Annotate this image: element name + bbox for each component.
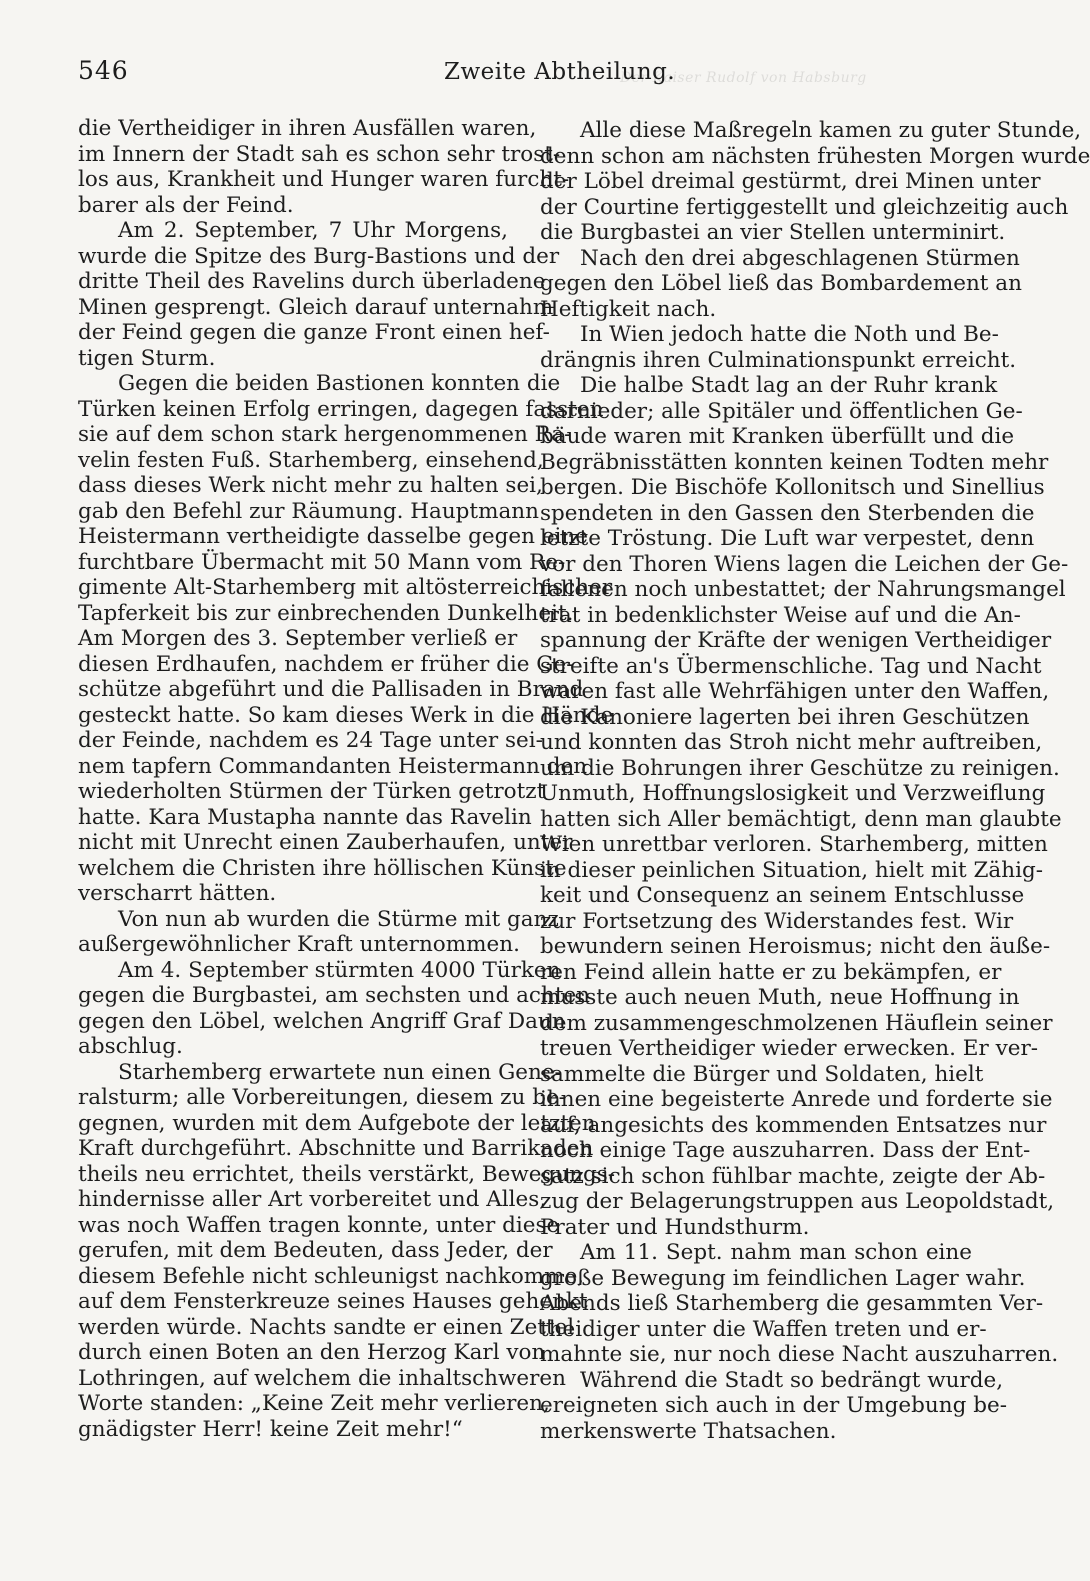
text-line: dass dieses Werk nicht mehr zu halten sei, xyxy=(78,473,543,498)
text-line: der Löbel dreimal gestürmt, drei Minen unter xyxy=(540,169,1041,194)
text-line: Von nun ab wurden die Stürme mit ganz xyxy=(118,906,559,932)
text-line: vor den Thoren Wiens lagen die Leichen der Ge- xyxy=(540,551,1069,577)
text-line: hatten sich Aller bemächtigt, denn man glaubte xyxy=(540,806,1062,832)
text-line: nicht mit Unrecht einen Zauberhaufen, unter xyxy=(78,830,573,855)
text-line: fallenen noch unbestattet; der Nahrungsmangel xyxy=(540,577,1066,602)
right-text-column xyxy=(540,118,1090,1444)
text-line: noch einige Tage auszuharren. Dass der Ent- xyxy=(540,1138,1031,1163)
text-line: Während die Stadt so bedrängt wurde, xyxy=(580,1367,1004,1393)
bleed-through-text: Der Kaiser Rudolf von Habsburg xyxy=(620,70,867,86)
text-line: gegnen, wurden mit dem Aufgebote der letzten xyxy=(78,1110,596,1136)
text-line: zur Fortsetzung des Widerstandes fest. Wir xyxy=(540,908,1014,934)
text-line: hatte. Kara Mustapha nannte das Ravelin xyxy=(78,804,532,830)
text-line: große Bewegung im feindlichen Lager wahr. xyxy=(540,1265,1026,1291)
text-line: abschlug. xyxy=(78,1034,183,1059)
text-line: trat in bedenklichster Weise auf und die An- xyxy=(540,602,1021,628)
text-line: zug der Belagerungstruppen aus Leopoldstadt, xyxy=(540,1189,1055,1214)
text-line: und konnten das Stroh nicht mehr auftreiben, xyxy=(540,730,1043,755)
text-line: auf, angesichts des kommenden Entsatzes nur xyxy=(540,1112,1047,1138)
text-line: ereigneten sich auch in der Umgebung be- xyxy=(540,1393,1007,1418)
text-line: auf dem Fensterkreuze seines Hauses gehenkt xyxy=(78,1289,588,1314)
text-line: Unmuth, Hoffnungslosigkeit und Verzweiflung xyxy=(540,781,1046,806)
text-line: Worte standen: „Keine Zeit mehr verlieren, xyxy=(78,1391,550,1416)
text-line: keit und Consequenz an seinem Entschlusse xyxy=(540,883,1025,908)
text-line: Prater und Hundsthurm. xyxy=(540,1214,810,1240)
text-line: denn schon am nächsten frühesten Morgen wurde xyxy=(540,143,1090,169)
text-line: waren fast alle Wehrfähigen unter den Waffen, xyxy=(540,679,1050,704)
text-line: satz sich schon fühlbar machte, zeigte der Ab- xyxy=(540,1163,1046,1189)
text-line: sie auf dem schon stark hergenommenen Ra- xyxy=(78,422,572,447)
text-line: der Feinde, nachdem es 24 Tage unter sei- xyxy=(78,728,543,753)
running-head: Zweite Abtheilung. xyxy=(444,59,676,85)
text-line: Minen gesprengt. Gleich darauf unternahm xyxy=(78,294,554,320)
text-line: die Kanoniere lagerten bei ihren Geschützen xyxy=(540,704,1030,730)
text-line: diesen Erdhaufen, nachdem er früher die Ge- xyxy=(78,651,574,677)
text-line: schütze abgeführt und die Pallisaden in Brand xyxy=(78,677,584,702)
text-line: Am 2. September, 7 Uhr Morgens, xyxy=(118,218,508,243)
text-line: spannung der Kräfte der wenigen Vertheidiger xyxy=(540,628,1052,653)
text-line: Kraft durchgeführt. Abschnitte und Barrikaden xyxy=(78,1136,594,1161)
text-line: Gegen die beiden Bastionen konnten die xyxy=(118,371,561,396)
text-line: in dieser peinlichen Situation, hielt mit Zähig- xyxy=(540,857,1043,883)
text-line: Am 11. Sept. nahm man schon eine xyxy=(580,1240,972,1265)
text-line: der Courtine fertiggestellt und gleichzeitig auch xyxy=(540,194,1069,220)
text-line: hindernisse aller Art vorbereitet und Alles, xyxy=(78,1187,547,1212)
text-line: gimente Alt-Starhemberg mit altösterreichischer xyxy=(78,575,613,600)
text-line: werden würde. Nachts sandte er einen Zettel xyxy=(78,1314,575,1340)
text-line: furchtbare Übermacht mit 50 Mann vom Re- xyxy=(78,549,566,575)
text-line: wurde die Spitze des Burg-Bastions und der xyxy=(78,243,560,269)
text-line: Wien unrettbar verloren. Starhemberg, mitten xyxy=(540,832,1048,857)
text-line: um die Bohrungen ihrer Geschütze zu reinigen. xyxy=(540,755,1060,781)
text-line: Alle diese Maßregeln kamen zu guter Stunde, xyxy=(580,118,1082,143)
text-line: Die halbe Stadt lag an der Ruhr krank xyxy=(580,373,998,398)
text-line: Lothringen, auf welchem die inhaltschweren xyxy=(78,1365,567,1391)
text-line: Türken keinen Erfolg erringen, dagegen fassten xyxy=(78,396,604,422)
text-line: durch einen Boten an den Herzog Karl von xyxy=(78,1340,546,1365)
text-line: gegen die Burgbastei, am sechsten und achten xyxy=(78,983,591,1008)
text-line: treuen Vertheidiger wieder erwecken. Er ver- xyxy=(540,1036,1039,1061)
text-line: gerufen, mit dem Bedeuten, dass Jeder, der xyxy=(78,1238,553,1263)
page-number: 546 xyxy=(78,56,129,85)
text-line: gab den Befehl zur Räumung. Hauptmann xyxy=(78,498,539,524)
text-line: In Wien jedoch hatte die Noth und Be- xyxy=(580,322,999,347)
text-line: drängnis ihren Culminationspunkt erreicht. xyxy=(540,347,1017,373)
text-line: nem tapfern Commandanten Heistermann den xyxy=(78,753,588,779)
text-line: darnieder; alle Spitäler und öffentlichen Ge- xyxy=(540,398,1023,424)
text-line: Am Morgen des 3. September verließ er xyxy=(78,626,518,651)
text-line: tigen Sturm. xyxy=(78,345,216,371)
text-line: theidiger unter die Waffen treten und er- xyxy=(540,1316,987,1342)
text-line: der Feind gegen die ganze Front einen hef- xyxy=(78,320,550,345)
text-line: bäude waren mit Kranken überfüllt und die xyxy=(540,424,1015,449)
text-line: streifte an's Übermenschliche. Tag und Nacht xyxy=(540,653,1042,679)
text-line: die Vertheidiger in ihren Ausfällen waren, xyxy=(78,116,537,141)
text-line: Abends ließ Starhemberg die gesammten Ver- xyxy=(540,1291,1044,1316)
text-line: Heistermann vertheidigte dasselbe gegen eine xyxy=(78,524,588,549)
text-line: außergewöhnlicher Kraft unternommen. xyxy=(78,932,520,957)
text-line: Heftigkeit nach. xyxy=(540,296,717,322)
text-line: bergen. Die Bischöfe Kollonitsch und Sinellius xyxy=(540,475,1045,500)
text-line: mahnte sie, nur noch diese Nacht auszuharren. xyxy=(540,1342,1059,1367)
text-line: diesem Befehle nicht schleunigst nachkomme, xyxy=(78,1263,585,1289)
text-line: bewundern seinen Heroismus; nicht den äuße- xyxy=(540,934,1051,959)
text-line: Begräbnisstätten konnten keinen Todten mehr xyxy=(540,449,1049,475)
text-line: welchem die Christen ihre höllischen Künste xyxy=(78,855,567,881)
text-line: merkenswerte Thatsachen. xyxy=(540,1418,837,1444)
text-line: sammelte die Bürger und Soldaten, hielt xyxy=(540,1061,984,1087)
text-line: verscharrt hätten. xyxy=(78,881,277,906)
text-line: barer als der Feind. xyxy=(78,192,294,218)
text-line: gnädigster Herr! keine Zeit mehr!“ xyxy=(78,1416,463,1442)
text-line: spendeten in den Gassen den Sterbenden die xyxy=(540,500,1035,526)
text-line: ihnen eine begeisterte Anrede und forderte sie xyxy=(540,1087,1053,1112)
text-line: ralsturm; alle Vorbereitungen, diesem zu be- xyxy=(78,1085,566,1110)
text-line: musste auch neuen Muth, neue Hoffnung in xyxy=(540,985,1020,1010)
text-line: im Innern der Stadt sah es schon sehr trost- xyxy=(78,141,561,167)
text-line: theils neu errichtet, theils verstärkt, Bewegungs- xyxy=(78,1161,616,1187)
text-line: Am 4. September stürmten 4000 Türken xyxy=(118,957,561,983)
text-line: Starhemberg erwartete nun einen Gene- xyxy=(118,1059,562,1085)
text-line: velin festen Fuß. Starhemberg, einsehend, xyxy=(78,447,544,473)
text-line: gesteckt hatte. So kam dieses Werk in die Hände xyxy=(78,702,614,728)
text-line: los aus, Krankheit und Hunger waren furcht- xyxy=(78,167,570,192)
text-line: ren Feind allein hatte er zu bekämpfen, er xyxy=(540,959,1002,985)
text-line: letzte Tröstung. Die Luft war verpestet, denn xyxy=(540,526,1035,551)
text-line: gegen den Löbel ließ das Bombardement an xyxy=(540,271,1022,296)
text-line: gegen den Löbel, welchen Angriff Graf Daun xyxy=(78,1008,566,1034)
left-text-column xyxy=(78,116,616,1442)
text-line: was noch Waffen tragen konnte, unter diese xyxy=(78,1212,560,1238)
text-line: Tapferkeit bis zur einbrechenden Dunkelheit. xyxy=(78,600,574,626)
text-line: wiederholten Stürmen der Türken getrotzt xyxy=(78,779,546,804)
text-line: dritte Theil des Ravelins durch überladene xyxy=(78,269,546,294)
text-line: die Burgbastei an vier Stellen unterminirt. xyxy=(540,220,1006,245)
text-line: dem zusammengeschmolzenen Häuflein seiner xyxy=(540,1010,1053,1036)
text-line: Nach den drei abgeschlagenen Stürmen xyxy=(580,245,1020,271)
